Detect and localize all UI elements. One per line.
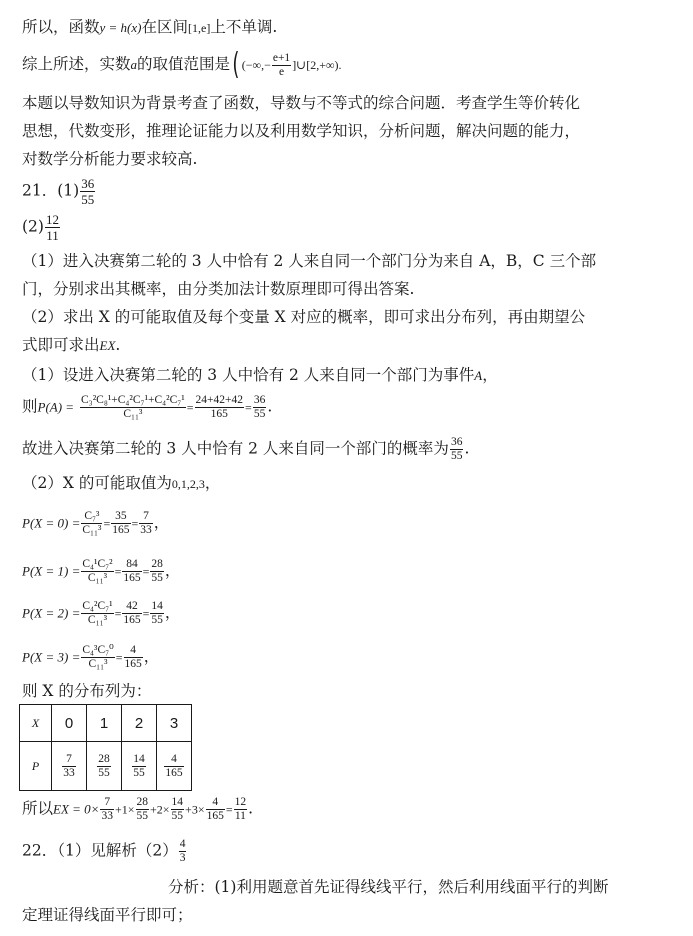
table-cell-p: $\frac{14}{55}$	[122, 742, 157, 791]
formula-p-x1: P(X = 1) = $\frac{\text{C₄¹C₇²}}{\text{C₁₁³}}$ = $\frac{84}{165}$ = $\frac{28}{55}$ ，	[22, 558, 181, 584]
formula-p-x3: P(X = 3) = $\frac{\text{C₄³C₇⁰}}{\text{C₁₁³}}$ = $\frac{4}{165}$ ，	[22, 644, 160, 670]
analysis-line-2: 定理证得线面平行即可；	[22, 906, 193, 924]
table-cell-p: $\frac{28}{55}$	[87, 742, 122, 791]
distribution-table	[19, 704, 192, 791]
formula-p-x0: P(X = 0) = $\frac{\text{C₇³}}{\text{C₁₁³}}$ = $\frac{35}{165}$ = $\frac{7}{33}$ ，	[22, 510, 170, 536]
q22-answer: 22．（1）见解析（2） $\frac{4}{3}$	[22, 838, 186, 864]
line-possible-values: （2）X 的可能取值为0,1,2,3，	[22, 474, 221, 492]
table-cell-x: 2	[122, 705, 157, 742]
line-range-conclusion: 综上所述，实数a的取值范围是( (−∞,− $\frac{e+1}{e}$ ]∪[2,+∞).	[22, 47, 342, 82]
q21-answer-2: (2) $\frac{12}{11}$	[22, 212, 59, 243]
q21-answer-1: 21．(1) $\frac{36}{55}$	[22, 176, 95, 207]
line-expectation-hint: 式即可求出EX.	[22, 336, 121, 354]
table-cell-x: 3	[157, 705, 192, 742]
table-cell-x: 0	[52, 705, 87, 742]
line-distribution-heading: 则 X 的分布列为：	[22, 682, 152, 700]
table-cell-p: $\frac{4}{165}$	[157, 742, 192, 791]
para-hint-2: 门，分别求出其概率，由分类加法计数原理即可得出答案.	[22, 280, 415, 298]
formula-expectation: 所以EX = 0× $\frac{7}{33}$ +1× $\frac{28}{55}$ +2× $\frac{14}{55}$ +3× $\frac{4}{165}$ = $\frac{12}{11}$ .	[22, 796, 254, 822]
table-cell-x: 1	[87, 705, 122, 742]
formula-p-x2: P(X = 2) = $\frac{\text{C₄²C₇¹}}{\text{C₁₁³}}$ = $\frac{42}{165}$ = $\frac{14}{55}$ ，	[22, 600, 181, 626]
para-summary-1: 本题以导数知识为背景考查了函数，导数与不等式的综合问题．考查学生等价转化	[22, 94, 581, 112]
formula-p-a: 则P(A) = $\frac{\text{C₃²C₈¹+C₄²C₇¹+C₄²C₇¹}}{\text{C₁₁³}}$ = $\frac{24+42+42}{165}$ = $\frac{36}{55}$ .	[22, 394, 273, 420]
table-cell-p: $\frac{7}{33}$	[52, 742, 87, 791]
analysis-line-1: 分析：(1)利用题意首先证得线线平行，然后利用线面平行的判断	[168, 878, 609, 896]
para-summary-2: 思想，代数变形，推理论证能力以及利用数学知识，分析问题，解决问题的能力，	[22, 122, 581, 140]
line-monotonic: 所以，函数y = h(x)在区间[1,e]上不单调.	[22, 18, 278, 36]
table-header-p: P	[20, 742, 52, 791]
para-hint-1: （1）进入决赛第二轮的 3 人中恰有 2 人来自同一个部门分为来自 A，B，C 三个部	[22, 252, 597, 270]
table-header-x: X	[20, 705, 52, 742]
para-summary-3: 对数学分析能力要求较高.	[22, 150, 198, 168]
line-probability-result: 故进入决赛第二轮的 3 人中恰有 2 人来自同一个部门的概率为 $\frac{36}{55}$ .	[22, 436, 470, 462]
line-event-definition: （1）设进入决赛第二轮的 3 人中恰有 2 人来自同一个部门为事件A，	[22, 366, 498, 384]
para-hint-3: （2）求出 X 的可能取值及每个变量 X 对应的概率，即可求出分布列，再由期望公	[22, 308, 586, 326]
